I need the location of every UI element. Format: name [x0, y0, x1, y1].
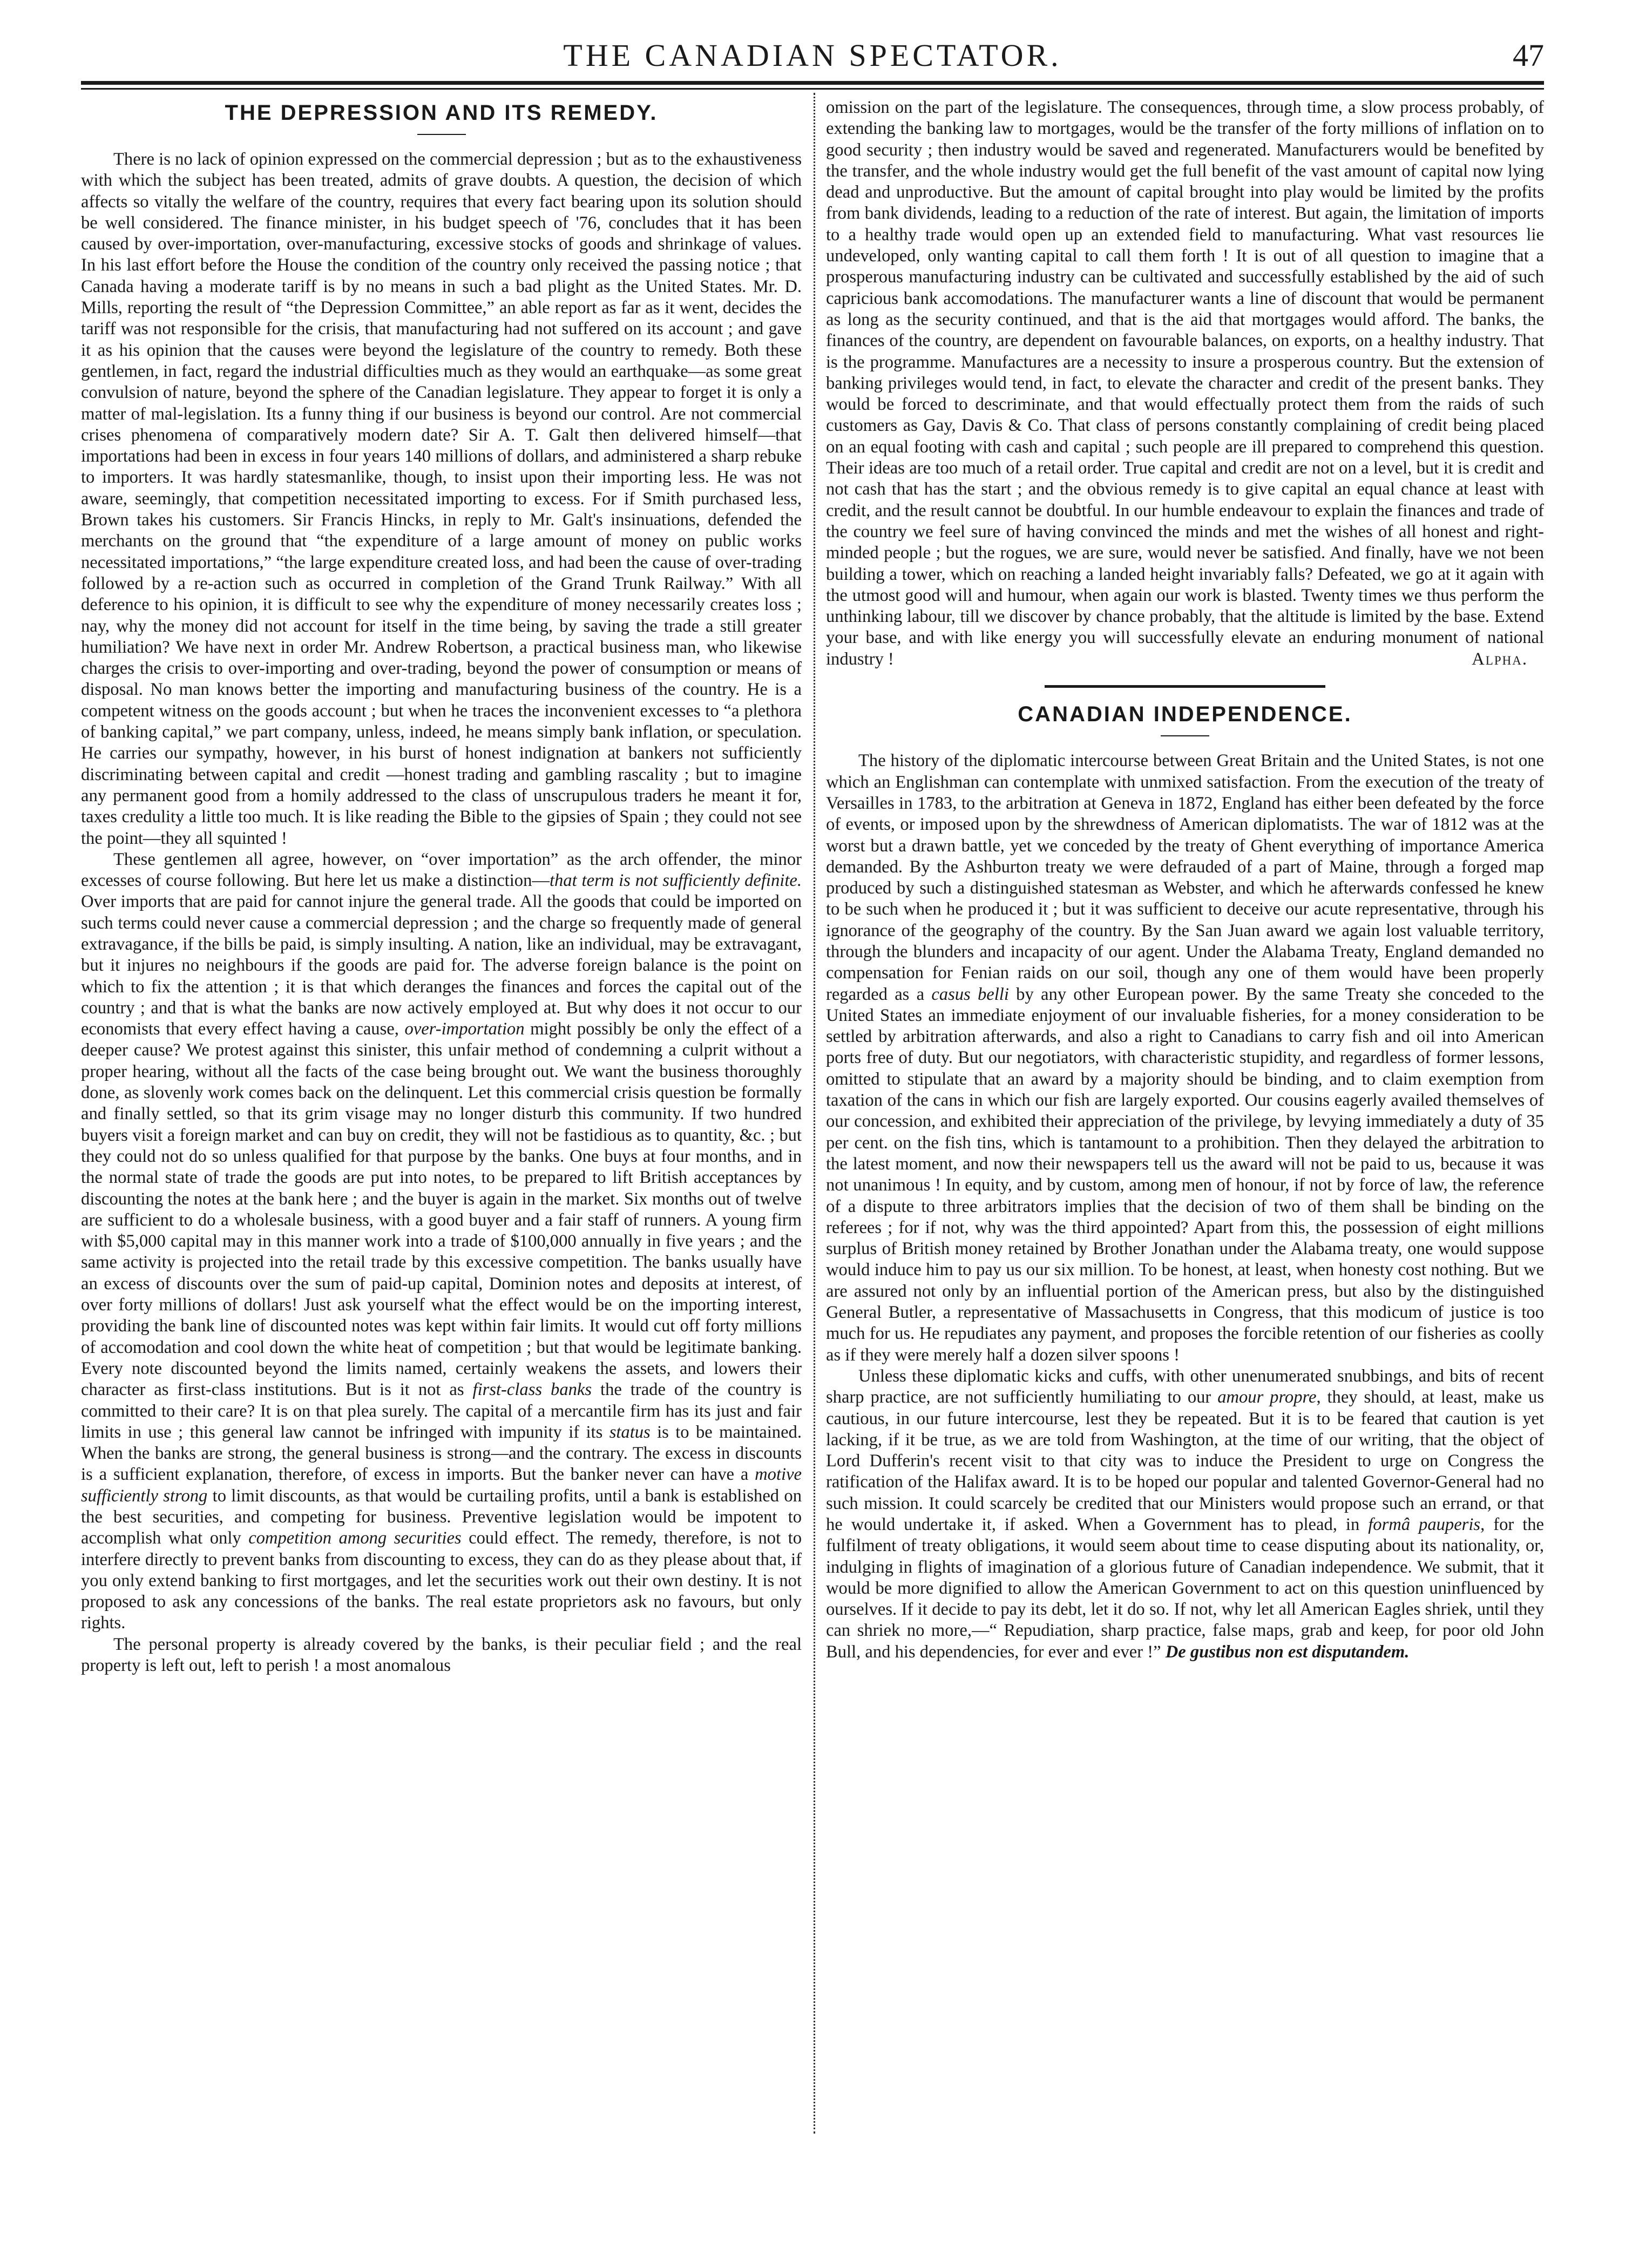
emphasis-text: casus belli [931, 984, 1009, 1004]
page-number: 47 [1513, 38, 1544, 73]
header-rule-thick [81, 81, 1544, 85]
emphasis-text: De gustibus non est disputandem. [1165, 1642, 1410, 1662]
title-rule [1161, 735, 1209, 736]
newspaper-title: THE CANADIAN SPECTATOR. [563, 38, 1062, 73]
title-rule [417, 134, 466, 135]
column-divider [814, 93, 815, 2134]
article-paragraph: These gentlemen all agree, however, on “over importation” as the arch offender, the minor excesses of course following. But here let us make a distinction—that term is not sufficiently definite. Over imports that are paid for cannot injure the general trade. All the goods that could be imported on such terms could never cause a commercial depression ; and the charge so frequently made of general extravagance, if the bills be paid, is simply insulting. A nation, like an individual, may be extravagant, but it injures no neighbours if the goods are paid for. The adverse foreign balance is the point on which to fix the attention ; it is that which deranges the finances and forces the capital out of the country ; and that is what the banks are now actively employed at. But why does it not occur to our economists that every effect having a cause, over-importation might possibly be only the effect of a deeper cause? We protest against this sinister, this unfair method of condemning a culprit without a proper hearing, without all the facts of the case being brought out. We want the business thoroughly done, as slovenly work comes back on the delinquent. Let this commercial crisis question be formally and finally settled, so that its grim visage may no longer disturb this community. If two hundred buyers visit a foreign market and can buy on credit, they will not be fastidious as to quantity, &c. ; but they could not do so unless qualified for that purpose by the banks. One buys at four months, and in the normal state of trade the goods are put into notes, to be prepared to lift British acceptances by discounting the notes at the bank here ; and the buyer is again in the market. Six months out of twelve are sufficient to do a wholesale business, with a good buyer and a fair staff of runners. A young firm with $5,000 capital may in this manner work into a trade of $100,000 annually in five years ; and the same activity is projected into the retail trade by this excessive competition. The banks usually have an excess of discounts over the sum of paid-up capital, Dominion notes and deposits at interest, of over forty millions of dollars! Just ask yourself what the effect would be on the importing interest, providing the bank line of discounted notes was kept within fair limits. It would cut off forty millions of accomodation and cool down the white heat of competition ; but that would be legitimate banking. Every note discounted beyond the limits named, certainly weakens the assets, and lowers their character as first-class institutions. But is it not as first-class banks the trade of the country is committed to their care? It is on that plea surely. The capital of a mercantile firm has its just and fair limits in use ; this general law cannot be infringed with impunity if its status is to be maintained. When the banks are strong, the general business is strong—and the contrary. The excess in discounts is a sufficient explanation, therefore, of excess in imports. But the banker never can have a motive sufficiently strong to limit discounts, as that would be curtailing profits, until a bank is established on the best securities, and competing for business. Preventive legislation would be impotent to accomplish what only competition among securities could effect. The remedy, therefore, is not to interfere directly to prevent banks from discounting to excess, they can do as they please about that, if you only extend banking to first mortgages, and let the securities work out their own destiny. It is not proposed to ask any concessions of the banks. The real estate proprietors ask no favours, but only rights. [81, 849, 802, 1633]
article-paragraph: There is no lack of opinion expressed on the commercial depression ; but as to the exhaustiveness with which the subject has been treated, admits of grave doubts. A question, the decision of which affects so vitally the welfare of the country, requires that every fact bearing upon its solution should be well considered. The finance minister, in his budget speech of '76, concludes that it has been caused by over-importation, over-manufacturing, excessive stocks of goods and shrinkage of values. In his last effort before the House the condition of the country only received the passing notice ; that Canada having a moderate tariff is by no means in such a bad plight as the United States. Mr. D. Mills, reporting the result of “the Depression Committee,” an able report as far as it went, decides the tariff was not responsible for the crisis, that manufacturing had not suffered on its account ; and gave it as his opinion that the causes were beyond the legislature of the country to remedy. Both these gentlemen, in fact, regard the industrial difficulties much as they would an earthquake—as some great convulsion of nature, beyond the sphere of the Canadian legislature. They appear to forget it is only a matter of mal-legislation. Its a funny thing if our business is beyond our control. Are not commercial crises phenomena of comparatively modern date? Sir A. T. Galt then delivered himself—that importations had been in excess in four years 140 millions of dollars, and administered a sharp rebuke to importers. It was hardly statesmanlike, though, to insist upon their importing less. He was not aware, seemingly, that competition necessitated importing to excess. For if Smith purchased less, Brown takes his customers. Sir Francis Hincks, in reply to Mr. Galt's insinuations, defended the merchants on the ground that “the expenditure of a large amount of money on public works necessitated importations,” “the large expenditure created loss, and had been the cause of over-trading followed by a re-action such as occurred in completion of the Grand Trunk Railway.” With all deference to his opinion, it is difficult to see why the expenditure of money necessarily creates loss ; nay, why the money did not account for itself in the time being, by saving the trade a still greater humiliation? We have next in order Mr. Andrew Robertson, a practical business man, who likewise charges the crisis to over-importing and over-trading, beyond the power of consumption or means of disposal. No man knows better the importing and manufacturing business of the country. He is a competent witness on the goods account ; but when he traces the inconvenient excesses to “a plethora of banking capital,” we part company, unless, indeed, he means simply bank inflation, or speculation. He carries our sympathy, however, in his burst of honest indignation at bankers not sufficiently discriminating between capital and credit —honest trading and gambling rascality ; but to imagine any permanent good from a homily addressed to the class of unscrupulous traders he meant it for, taxes credulity a little too much. It is like reading the Bible to the gipsies of Spain ; they could not see the point—they all squinted ! [81, 150, 802, 848]
emphasis-text: that term is not sufficiently definite. [549, 871, 802, 891]
right-column [826, 97, 1544, 2138]
emphasis-text: first-class banks [472, 1380, 592, 1400]
emphasis-text: competition among securities [248, 1528, 462, 1548]
emphasis-text: amour propre [1217, 1387, 1317, 1407]
article-paragraph: The history of the diplomatic intercourse between Great Britain and the United States, is not one which an Englishman can contemplate with unmixed satisfaction. From the execution of the treaty of Versailles in 1783, to the arbitration at Geneva in 1872, England has either been defeated by the force of events, or imposed upon by the shrewdness of American diplomatists. The war of 1812 was at the worst but a drawn battle, yet we conceded by the treaty of Ghent everything of importance America demanded. By the Ashburton treaty we were defrauded of a part of Maine, through a forged map produced by such a distinguished statesman as Webster, and which he afterwards confessed he knew to be such when he produced it ; but it was sufficient to deceive our acute representative, through his ignorance of the geography of the country. By the San Juan award we again lost valuable territory, through the blunders and incapacity of our agent. Under the Alabama Treaty, England demanded no compensation for Fenian raids on our soil, though any one of them would have been properly regarded as a casus belli by any other European power. By the same Treaty she conceded to the United States an immediate enjoyment of our invaluable fisheries, for a money consideration to be settled by arbitration afterwards, and also a right to Canadians to carry fish and oil into American ports free of duty. But our negotiators, with characteristic stupidity, and regardless of former lessons, omitted to stipulate that an award by a majority should be binding, and to claim exemption from taxation of the cans in which our fish are largely exported. Our cousins eagerly availed themselves of our concession, and exhibited their appreciation of the privilege, by levying immediately a duty of 35 per cent. on the fish tins, which is tantamount to a prohibition. Then they delayed the arbitration to the latest moment, and now their newspapers tell us the award will not be paid to us, because it was not unanimous ! In equity, and by custom, among men of honour, if not by force of law, the reference of a dispute to three arbitrators implies that the decision of two of them shall be binding on the referees ; for if not, why was the third appointed? Apart from this, the possession of eight millions surplus of British money retained by Brother Jonathan under the Alabama treaty, one would suppose would induce him to pay us our six million. To be honest, at least, when honesty cost nothing. But we are assured not only by an influential portion of the American press, but also by the distinguished General Butler, a representative of Massachusetts in Congress, that this modicum of justice is too much for us. He repudiates any payment, and proposes the forcible retention of our fisheries as coolly as if they were merely half a dozen silver spoons ! [826, 751, 1544, 1365]
article-paragraph-continued: omission on the part of the legislature. The consequences, through time, a slow process probably, of extending the banking law to mortgages, would be the transfer of the forty millions of inflation on to good security ; then industry would be saved and regenerated. Manufacturers would be benefited by the transfer, and the whole industry would get the full benefit of the vast amount of capital now lying dead and unproductive. But the amount of capital brought into play would be limited by the profits from bank dividends, leading to a reduction of the rate of interest. But again, the limitation of imports to a healthy trade would open up an extended field to manufacturing. What vast resources lie undeveloped, only wanting capital to call them forth ! It is out of all question to imagine that a prosperous manufacturing industry can be cultivated and successfully established by the aid of such capricious bank accomodations. The manufacturer wants a line of discount that would be permanent as long as the security continued, and that is the aid that mortgages would afford. The banks, the finances of the country, are dependent on favourable balances, on exports, on a healthy industry. That is the programme. Manufactures are a necessity to insure a prosperous country. But the extension of banking privileges would tend, in fact, to elevate the character and credit of the present banks. They would be forced to descriminate, and that would effectually protect them from the raids of such customers as Gay, Davis & Co. That class of persons constantly complaining of credit being placed on an equal footing with cash and capital ; such people are ill prepared to comprehend this question. Their ideas are too much of a retail order. True capital and credit are not on a level, but it is credit and not cash that has the start ; and the obvious remedy is to give capital an equal chance at least with credit, and the result cannot be doubtful. In our humble endeavour to explain the finances and trade of the country we feel sure of having convinced the minds and met the wishes of all honest and right-minded people ; but the rogues, we are sure, would never be satisfied. And finally, have we not been building a tower, which on reaching a landed height invariably falls? Defeated, we go at it again with the utmost good will and humour, when again our work is blasted. Twenty times we thus perform the unthinking labour, till we discover by chance probably, that the altitude is limited by the base. Extend your base, and with like energy you will successfully elevate an enduring monument of national industry ! [826, 98, 1544, 669]
emphasis-text: over-importation [404, 1019, 525, 1039]
left-column [81, 97, 802, 2138]
emphasis-text: status [609, 1422, 651, 1442]
article-paragraph: The personal property is already covered by the banks, is their peculiar field ; and the real property is left out, left to perish ! a most anomalous [81, 1634, 802, 1676]
page-header [81, 38, 1544, 73]
article-title-depression: THE DEPRESSION AND ITS REMEDY. [225, 101, 658, 125]
header-rule-thin [81, 88, 1544, 90]
article-title-independence: CANADIAN INDEPENDENCE. [1018, 702, 1352, 727]
emphasis-text: formâ pauperis [1368, 1515, 1481, 1534]
section-divider [1045, 685, 1325, 688]
emphasis-text: motive sufficiently strong [81, 1465, 802, 1506]
author-signature: Alpha. [1472, 649, 1528, 669]
article-paragraph: Unless these diplomatic kicks and cuffs, with other unenumerated snubbings, and bits of recent sharp practice, are not sufficiently humiliating to our amour propre, they should, at least, make us cautious, in our future intercourse, lest they be repeated. But it is to be feared that caution is yet lacking, if it be true, as we are told from Washington, at the time of our writing, that the object of Lord Dufferin's recent visit to that city was to induce the President to urge on Congress the ratification of the Halifax award. It is to be hoped our popular and talented Governor-General had no such mission. It could scarcely be credited that our Ministers would propose such an errand, or that he would undertake it, if asked. When a Government has to plead, in formâ pauperis, for the fulfilment of treaty obligations, it would seem about time to cease disputing about its nationality, or, indulging in flights of imagination of a glorious future of Canadian independence. We submit, that it would be more dignified to allow the American Government to act on this question uninfluenced by ourselves. If it decide to pay its debt, let it do so. If not, why let all American Eagles shriek, until they can shriek no more,—“ Repudiation, sharp practice, false maps, grab and keep, for poor old John Bull, and his dependencies, for ever and ever !” De gustibus non est disputandem. [826, 1366, 1544, 1662]
